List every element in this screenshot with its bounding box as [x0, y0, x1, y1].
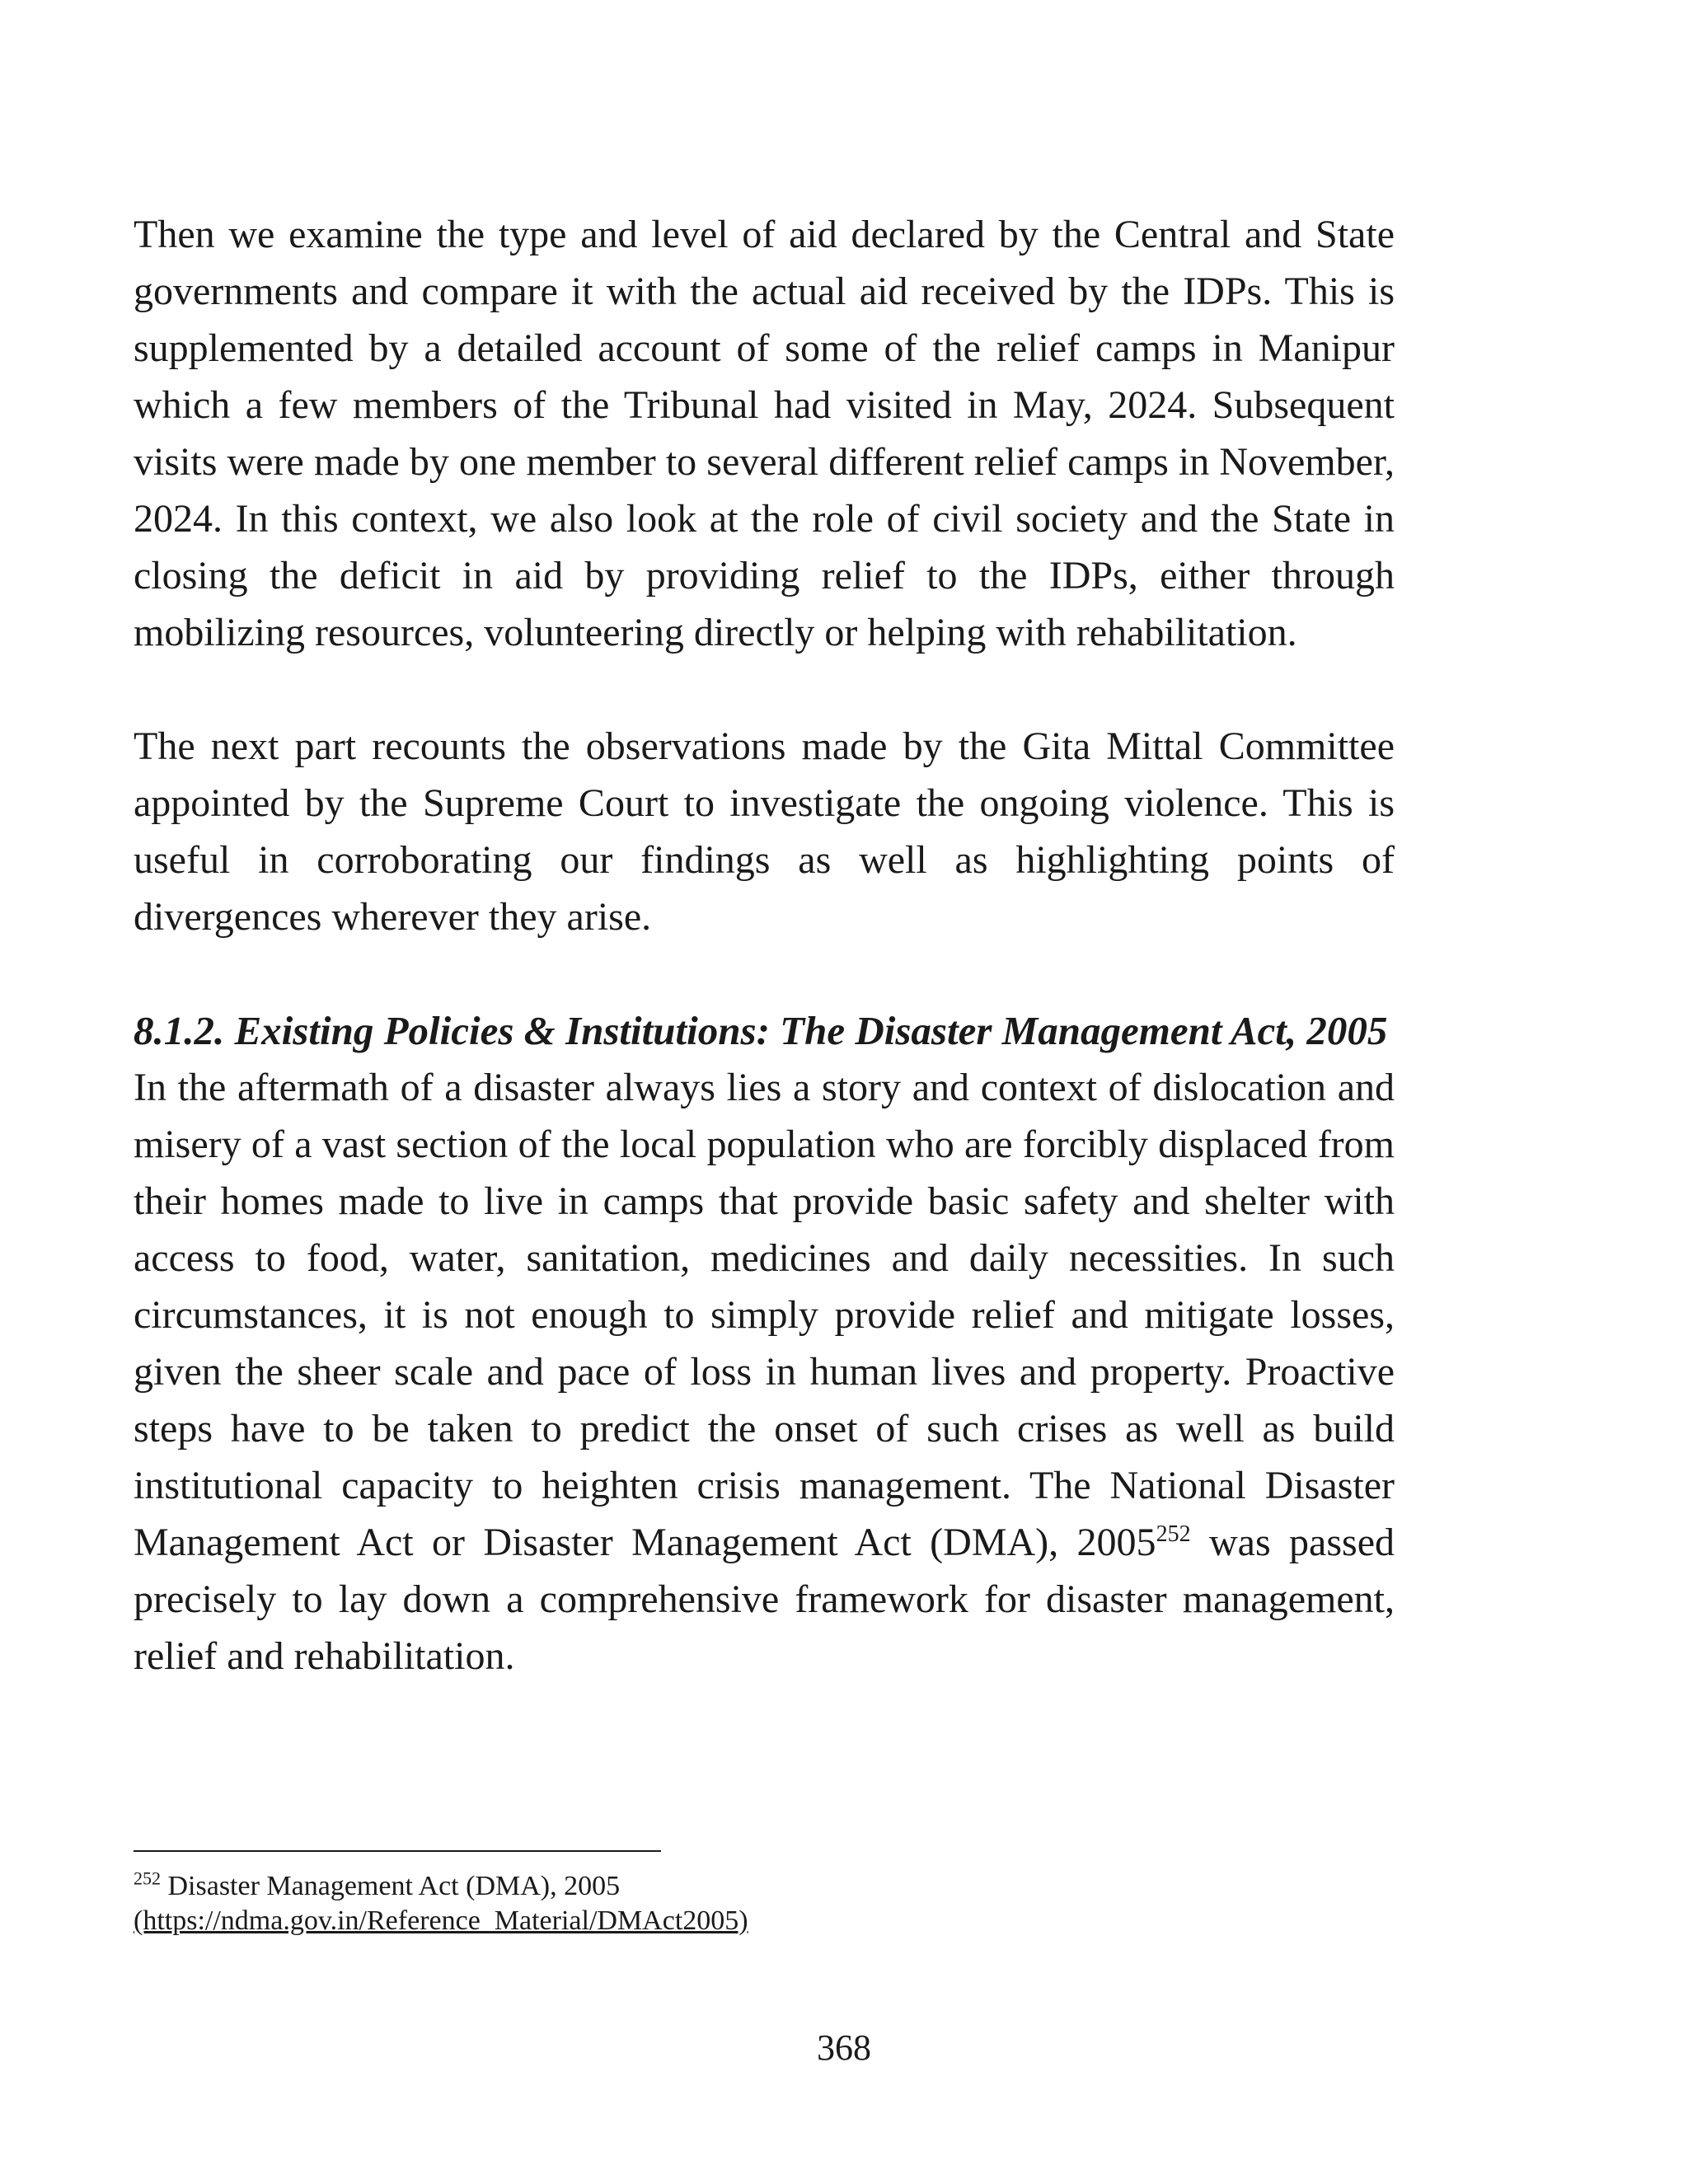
footnote-number: 252: [134, 1868, 161, 1889]
footnote-line: [134, 1869, 1395, 1904]
footnote-text: Disaster Management Act (DMA), 2005: [161, 1871, 621, 1901]
paragraph-mittal-committee: The next part recounts the observations made by the Gita Mittal Committee appointed by the Supreme Court to investigate the ongoing violence. This is useful in corroborating our findings as well as highlighting points of divergences wherever they arise.: [134, 724, 1395, 939]
footnote-reference[interactable]: 252: [1156, 1521, 1191, 1547]
paragraph-dma: [134, 1059, 1395, 1685]
page-body: [134, 206, 1395, 1685]
page-number: 368: [817, 2027, 871, 2068]
paragraph-dma-text: In the aftermath of a disaster always lies a story and context of dislocation and misery of a vast section of the local population who are forcibly displaced from their homes made to live in camps that provide basic safety and shelter with access to food, water, sanitation, medicines and daily necessities. In such circumstances, it is not enough to simply provide relief and mitigate losses, given the sheer scale and pace of loss in human lives and property. Proactive steps have to be taken to predict the onset of such crises as well as build institutional capacity to heighten crisis management. The National Disaster Management Act or Disaster Management Act (DMA), 2005: [134, 1066, 1395, 1564]
paragraph-intro: Then we examine the type and level of aid declared by the Central and State governments and compare it with the actual aid received by the IDPs. This is supplemented by a detailed account of some of the relief camps in Manipur which a few members of the Tribunal had visited in May, 2024. Subsequent visits were made by one member to several different relief camps in November, 2024. In this context, we also look at the role of civil society and the State in closing the deficit in aid by providing relief to the IDPs, either through mobilizing resources, volunteering directly or helping with rehabilitation.: [134, 213, 1395, 654]
section-heading: 8.1.2. Existing Policies & Institutions: The Disaster Management Act, 2005: [134, 1008, 1388, 1053]
paragraph-dma-text-end: was passed precisely to lay down a comprehensive framework for disaster management, relief and rehabilitation.: [134, 1521, 1395, 1678]
footnote-divider: [134, 1850, 661, 1852]
footnote: [134, 1869, 1395, 1938]
footnote-link[interactable]: (https://ndma.gov.in/Reference_Material/DMAct2005): [134, 1905, 748, 1936]
